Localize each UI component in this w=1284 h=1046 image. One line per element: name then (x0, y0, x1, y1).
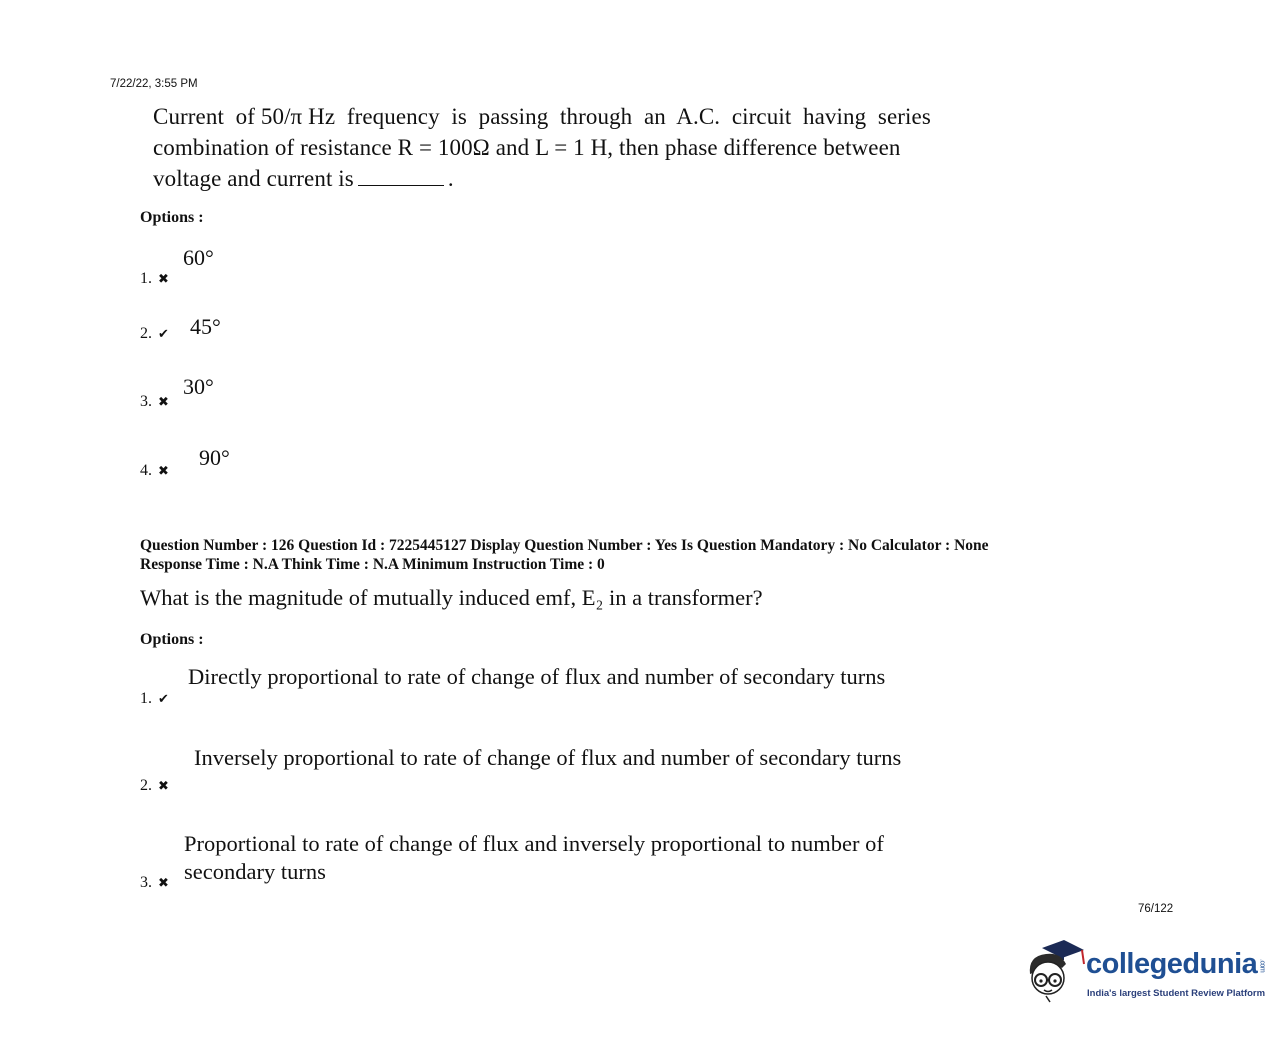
option-text-line: Proportional to rate of change of flux and inversely proportional to number of (184, 831, 884, 856)
option-value: 45° (190, 314, 221, 339)
option-number: 2. (140, 325, 152, 342)
answer-blank (358, 165, 444, 186)
option-row[interactable] (140, 393, 169, 411)
option-text: Inversely proportional to rate of change of flux and number of secondary turns (194, 745, 902, 770)
question-text (153, 101, 973, 194)
brand-logo (1086, 948, 1265, 981)
brand-suffix: .com (1258, 958, 1266, 972)
print-timestamp: 7/22/22, 3:55 PM (110, 78, 198, 90)
option-text: Directly proportional to rate of change of flux and number of secondary turns (188, 664, 886, 689)
question-line: Current of 50/π Hz frequency is passing through an A.C. circuit having series (153, 104, 931, 129)
options-label: Options : (140, 631, 204, 648)
page-number: 76/122 (1138, 903, 1174, 915)
brand-tagline: India's largest Student Review Platform (1087, 988, 1266, 999)
cross-icon: ✖ (158, 875, 169, 890)
mascot-logo-icon (1024, 938, 1094, 1004)
question-line (153, 163, 973, 194)
cross-icon: ✖ (158, 778, 169, 793)
cross-icon: ✖ (158, 463, 169, 478)
option-number: 2. (140, 777, 152, 794)
option-number: 4. (140, 462, 152, 479)
option-row[interactable] (140, 462, 169, 480)
option-row[interactable] (140, 690, 169, 708)
option-text-line: secondary turns (184, 859, 326, 884)
question-line: combination of resistance R = 100Ω and L = 1 H, then phase difference between (153, 135, 901, 160)
option-number: 1. (140, 690, 152, 707)
cross-icon: ✖ (158, 271, 169, 286)
option-value: 90° (199, 445, 230, 470)
question-meta (140, 536, 989, 574)
option-row[interactable] (140, 270, 169, 288)
question-meta-line: Question Number : 126 Question Id : 7225445127 Display Question Number : Yes Is Question Mandatory : No Calculator : None (140, 537, 989, 554)
option-value: 30° (183, 374, 214, 399)
cross-icon: ✖ (158, 394, 169, 409)
option-number: 1. (140, 270, 152, 287)
option-row[interactable] (140, 777, 169, 795)
question-meta-line: Response Time : N.A Think Time : N.A Minimum Instruction Time : 0 (140, 556, 605, 573)
option-number: 3. (140, 393, 152, 410)
option-row[interactable] (140, 325, 169, 343)
check-icon: ✔ (158, 326, 169, 341)
options-label: Options : (140, 209, 204, 226)
option-number: 3. (140, 874, 152, 891)
question-line-end: . (447, 166, 454, 191)
option-text (184, 830, 884, 886)
question-text: What is the magnitude of mutually induced emf, E₂ in a transformer? (140, 585, 763, 610)
option-value: 60° (183, 245, 214, 270)
question-line-text: voltage and current is (153, 166, 354, 191)
brand-name: collegedunia (1086, 948, 1258, 980)
check-icon: ✔ (158, 691, 169, 706)
option-row[interactable] (140, 874, 169, 892)
